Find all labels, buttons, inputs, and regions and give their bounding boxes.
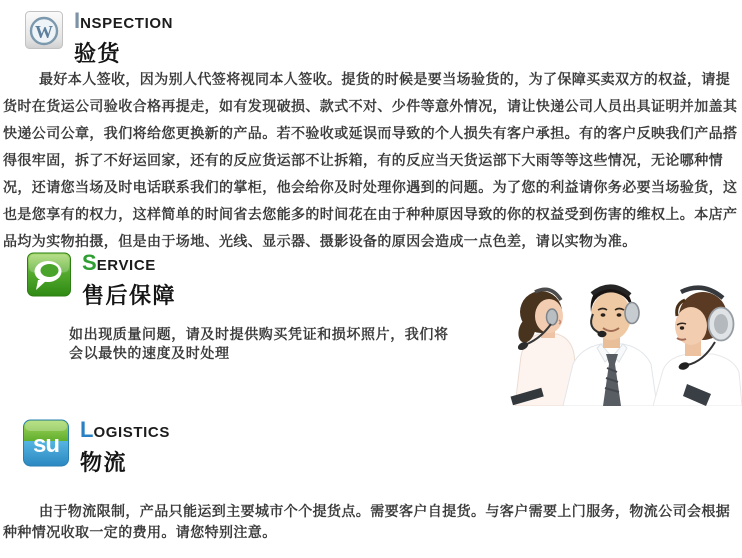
section-header-service <box>27 252 176 310</box>
section-header-logistics <box>23 419 170 477</box>
section-title-logistics <box>80 419 170 441</box>
section-title-service <box>82 252 176 274</box>
section-header-inspection <box>25 10 173 68</box>
section-title-inspection <box>74 10 173 32</box>
inspection-body-text: 最好本人签收，因为别人代签将视同本人签收。提货的时候是要当场验货的，为了保障买卖双方的权益，请提货时在货运公司验收合格再提走，如有发现破损、款式不对、少件等意外情况，请让快递公司人员出具证明并加盖其快递公司公章，我们将给您更换新的产品。若不验收或延误而导致的个人损失有客户承担。有的客户反映我们产品搭得很牢固，拆了不好运回家，还有的反应货运部不让拆箱，有的反应当天货运部下大雨等等这些情况，无论哪种情况，还请您当场及时电话联系我们的掌柜，他会给你及时处理你遇到的问题。为了您的利益请你务必要当场验货，这也是您享有的权力，这样简单的时间省去您能多的时间花在由于种种原因导致的你的权益受到伤害的维权上。本店产品均为实物拍摄，但是由于场地、光线、显示器、摄影设备的原因会造成一点色差，请以实物为准。 <box>3 71 738 249</box>
title-rest: OGISTICS <box>93 424 170 441</box>
chat-bubble-icon <box>27 252 71 302</box>
stumbleupon-su-letters: su <box>32 431 60 458</box>
service-body-text: 如出现质量问题，请及时提供购买凭证和损坏照片，我们将会以最快的速度及时处理 <box>69 326 449 361</box>
stumbleupon-icon <box>23 419 69 472</box>
customer-service-photo <box>505 276 742 406</box>
title-initial: L <box>80 417 94 442</box>
section-title-inspection-cn: 验货 <box>74 41 122 66</box>
section-title-service-cn: 售后保障 <box>82 283 177 308</box>
title-initial: I <box>74 8 81 33</box>
wordpress-icon <box>25 10 63 55</box>
title-initial: S <box>82 250 97 275</box>
title-rest: NSPECTION <box>80 15 174 32</box>
logistics-body-text: 由于物流限制，产品只能运到主要城市个个提货点。需要客户自提货。与客户需要上门服务，物流公司会根据种种情况收取一定的费用。请您特别注意。 <box>3 503 731 540</box>
wordpress-w-letter: W <box>35 22 53 42</box>
section-title-logistics-cn: 物流 <box>80 450 128 475</box>
title-rest: ERVICE <box>96 257 156 274</box>
